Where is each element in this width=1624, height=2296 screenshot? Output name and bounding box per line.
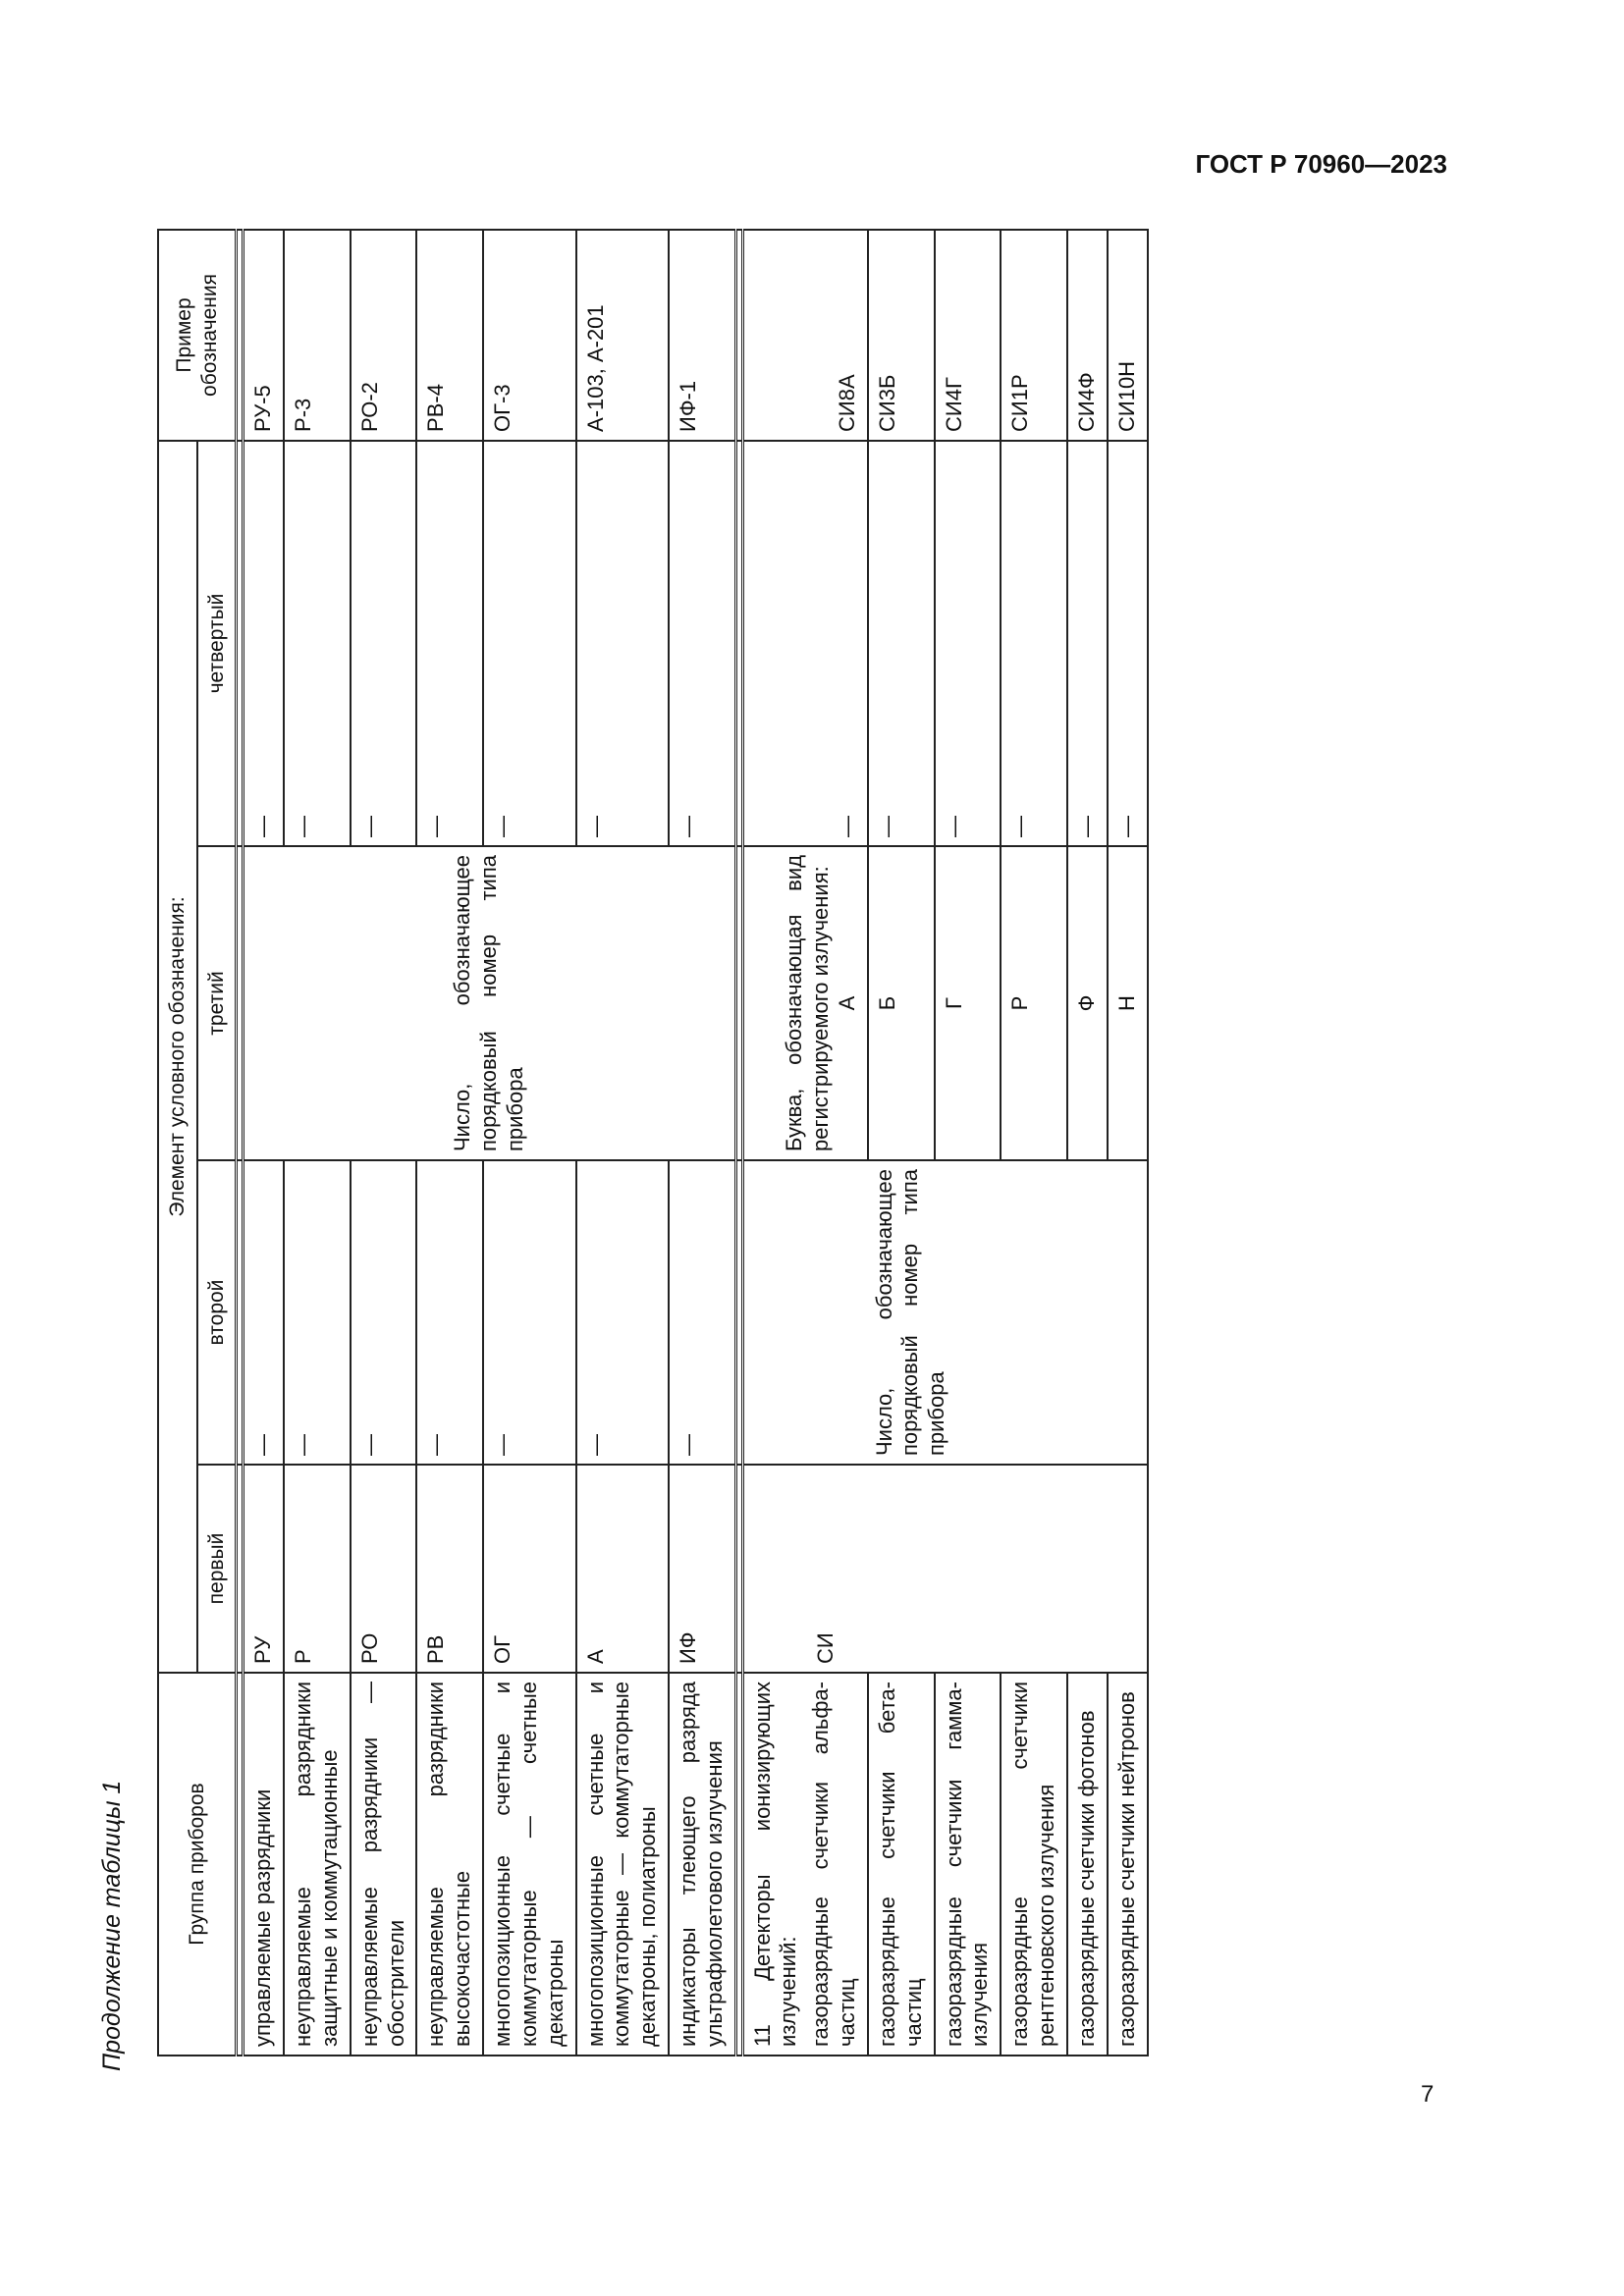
group-cell: индикаторы тлеющего разряда ультрафиолетового излучения xyxy=(669,1673,735,2056)
first-cell: РВ xyxy=(416,1465,483,1673)
header-third: третий xyxy=(197,846,237,1160)
fourth-cell: — xyxy=(1108,441,1148,846)
third-letter: А xyxy=(835,995,860,1011)
group-cell: управляемые разрядники xyxy=(244,1673,284,2056)
group-cell: многопозиционные счетные и коммутаторные — коммутаторные декатроны, полиатроны xyxy=(576,1673,669,2056)
first-cell: ИФ xyxy=(669,1465,735,1673)
third-cell: Б xyxy=(868,846,935,1160)
fourth-cell: — xyxy=(1067,441,1108,846)
rotated-table-container xyxy=(157,231,1419,2056)
fourth-cell: — xyxy=(244,441,284,846)
fourth-cell: — xyxy=(742,441,868,846)
example-cell: СИ4Ф xyxy=(1067,230,1108,441)
section-first-cell: СИ xyxy=(742,1465,1147,1673)
second-cell: — xyxy=(669,1160,735,1465)
header-second: второй xyxy=(197,1160,237,1465)
example-cell: ОГ-3 xyxy=(483,230,575,441)
group-cell: газоразрядные счетчики бета-частиц xyxy=(868,1673,935,2056)
fourth-cell: — xyxy=(416,441,483,846)
fourth-cell: — xyxy=(1001,441,1067,846)
fourth-cell: — xyxy=(868,441,935,846)
group-cell: неуправляемые разрядники высокочастотные xyxy=(416,1673,483,2056)
header-element: Элемент условного обозначения: xyxy=(158,441,197,1673)
fourth-cell: — xyxy=(669,441,735,846)
group-cell: газоразрядные счетчики фотонов xyxy=(1067,1673,1108,2056)
group-cell: неуправляемые разрядники защитные и коммутационные xyxy=(284,1673,351,2056)
first-cell: ОГ xyxy=(483,1465,575,1673)
example-cell: СИ10Н xyxy=(1108,230,1148,441)
header-separator xyxy=(237,230,244,2056)
first-cell: Р xyxy=(284,1465,351,1673)
second-cell: — xyxy=(483,1160,575,1465)
example-cell: СИ8А xyxy=(742,230,868,441)
third-cell: Н xyxy=(1108,846,1148,1160)
fourth-cell: — xyxy=(576,441,669,846)
example-cell: СИ1Р xyxy=(1001,230,1067,441)
table-row xyxy=(244,230,284,2056)
section-title-cell xyxy=(742,1673,868,2056)
fourth-cell: — xyxy=(351,441,417,846)
table-row xyxy=(1108,230,1148,2056)
third-caption: Буква, обозначающая вид регистрируемого излучения: xyxy=(782,855,834,1151)
group-cell: неуправляемые разрядники — обострители xyxy=(351,1673,417,2056)
third-cell: Г xyxy=(935,846,1001,1160)
example-cell: СИ3Б xyxy=(868,230,935,441)
table-row xyxy=(742,230,868,2056)
example-cell: РВ-4 xyxy=(416,230,483,441)
example-cell: Р-3 xyxy=(284,230,351,441)
group-cell: многопозиционные счетные и коммутаторные — счетные декатроны xyxy=(483,1673,575,2056)
group-label: газоразрядные счетчики альфа-частиц xyxy=(808,1682,860,2047)
second-cell: — xyxy=(416,1160,483,1465)
example-cell: РУ-5 xyxy=(244,230,284,441)
fourth-cell: — xyxy=(284,441,351,846)
second-cell: — xyxy=(351,1160,417,1465)
page-number: 7 xyxy=(1421,2081,1435,2108)
example-cell: РО-2 xyxy=(351,230,417,441)
example-cell: А-103, А-201 xyxy=(576,230,669,441)
header-first: первый xyxy=(197,1465,237,1673)
second-cell: — xyxy=(576,1160,669,1465)
example-cell: ИФ-1 xyxy=(669,230,735,441)
group-cell: газоразрядные счетчики гамма-излучения xyxy=(935,1673,1001,2056)
first-cell: А xyxy=(576,1465,669,1673)
second-cell: — xyxy=(244,1160,284,1465)
designation-table xyxy=(157,229,1149,2056)
example-cell: СИ4Г xyxy=(935,230,1001,441)
standard-number: ГОСТ Р 70960—2023 xyxy=(1195,149,1447,179)
group-cell: газоразрядные счетчики нейтронов xyxy=(1108,1673,1148,2056)
first-cell: РУ xyxy=(244,1465,284,1673)
table-row xyxy=(868,230,935,2056)
table-row xyxy=(1067,230,1108,2056)
fourth-cell: — xyxy=(935,441,1001,846)
first-cell: РО xyxy=(351,1465,417,1673)
group-cell: газоразрядные счетчики рентгеновского излучения xyxy=(1001,1673,1067,2056)
table-row xyxy=(1001,230,1067,2056)
continuation-caption: Продолжение таблицы 1 xyxy=(98,1780,126,2071)
third-cell: Р xyxy=(1001,846,1067,1160)
table-row xyxy=(935,230,1001,2056)
section-separator xyxy=(735,230,742,2056)
header-fourth: четвертый xyxy=(197,441,237,846)
second-cell: — xyxy=(284,1160,351,1465)
section-title: 11 Детекторы ионизирующих излучений: xyxy=(749,1682,801,2047)
header-example: Пример обозначения xyxy=(158,230,237,441)
section-second-merged-cell: Число, обозначающее порядковый номер типа прибора xyxy=(742,1160,1147,1465)
third-cell: Ф xyxy=(1067,846,1108,1160)
header-group: Группа приборов xyxy=(158,1673,237,2056)
third-cell xyxy=(742,846,868,1160)
third-merged-cell: Число, обозначающее порядковый номер типа прибора xyxy=(244,846,735,1160)
fourth-cell: — xyxy=(483,441,575,846)
